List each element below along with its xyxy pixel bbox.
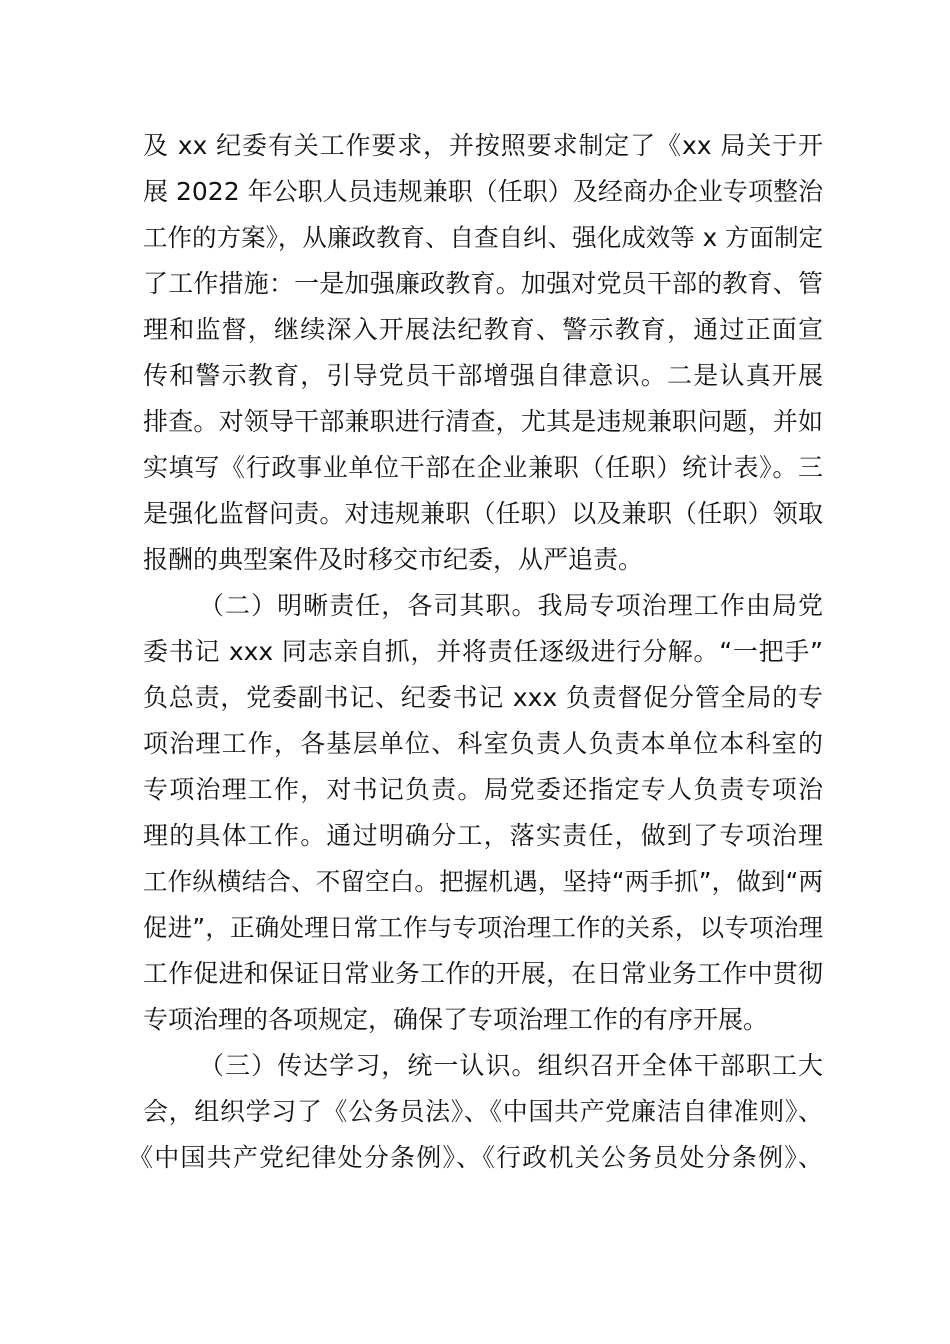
text-line: 负总责，党委副书记、纪委书记 xxx 负责督促分管全局的专 — [143, 683, 823, 712]
text-line: 项治理工作，各基层单位、科室负责人负责本单位本科室的 — [143, 729, 823, 758]
paragraph-heading-line: （二）明晰责任，各司其职。我局专项治理工作由局党 — [199, 591, 823, 620]
paragraph-heading-line: （三）传达学习，统一认识。组织召开全体干部职工大 — [199, 1051, 823, 1080]
text-line: 促进”，正确处理日常工作与专项治理工作的关系，以专项治理 — [143, 913, 823, 942]
text-line: 工作的方案》，从廉政教育、自查自纠、强化成效等 x 方面制定 — [143, 223, 823, 252]
text-line: 及 xx 纪委有关工作要求，并按照要求制定了《xx 局关于开 — [143, 131, 823, 160]
text-line: 专项治理的各项规定，确保了专项治理工作的有序开展。 — [143, 1005, 769, 1034]
text-line: 委书记 xxx 同志亲自抓，并将责任逐级进行分解。“一把手” — [143, 637, 823, 666]
text-line: 理的具体工作。通过明确分工，落实责任，做到了专项治理 — [143, 821, 823, 850]
text-line: 工作纵横结合、不留空白。把握机遇，坚持“两手抓”，做到“两 — [143, 867, 823, 896]
text-line: 会，组织学习了《公务员法》、《中国共产党廉洁自律准则》、 — [143, 1097, 823, 1126]
text-line: 是强化监督问责。对违规兼职（任职）以及兼职（任职）领取 — [143, 499, 823, 528]
text-line: 传和警示教育，引导党员干部增强自律意识。二是认真开展 — [143, 361, 823, 390]
text-line: 了工作措施：一是加强廉政教育。加强对党员干部的教育、管 — [143, 269, 823, 298]
text-line: 报酬的典型案件及时移交市纪委，从严追责。 — [143, 545, 644, 574]
text-line: 理和监督，继续深入开展法纪教育、警示教育，通过正面宣 — [143, 315, 823, 344]
text-line: 专项治理工作，对书记负责。局党委还指定专人负责专项治 — [143, 775, 823, 804]
text-line: 排查。对领导干部兼职进行清查，尤其是违规兼职问题，并如 — [143, 407, 823, 436]
text-line: 实填写《行政事业单位干部在企业兼职（任职）统计表》。三 — [143, 453, 823, 482]
text-line: 展 2022 年公职人员违规兼职（任职）及经商办企业专项整治 — [143, 177, 823, 206]
text-line: 工作促进和保证日常业务工作的开展，在日常业务工作中贯彻 — [143, 959, 823, 988]
text-line: 《中国共产党纪律处分条例》、《行政机关公务员处分条例》、 — [128, 1143, 823, 1172]
